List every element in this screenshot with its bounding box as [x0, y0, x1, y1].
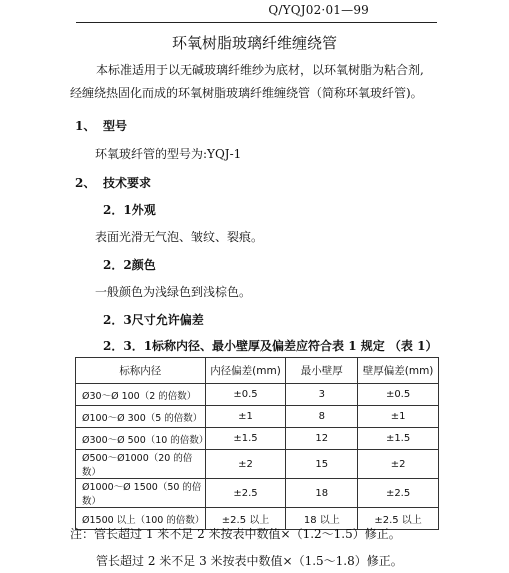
cell-wall-deviation: ±2.5 — [358, 479, 439, 508]
document-code: Q/YQJ02·01—99 — [268, 3, 369, 17]
section-2-3-1-title: 2．3．1标称内径、最小壁厚及偏差应符合表 1 规定 （表 1） — [103, 339, 438, 353]
header-min-wall-thickness: 最小壁厚 — [286, 358, 358, 384]
cell-diameter-deviation: ±2 — [205, 450, 286, 479]
section-2-number: 2、 — [75, 176, 96, 190]
cell-wall-deviation: ±0.5 — [358, 384, 439, 406]
cell-nominal-diameter: Ø300～Ø 500（10 的倍数） — [76, 428, 206, 450]
table-row — [76, 384, 439, 406]
section-2-2-title: 2．2颜色 — [103, 258, 156, 272]
note-line-2: 管长超过 2 米不足 3 米按表中数值×（1.5～1.8）修正。 — [96, 554, 403, 568]
intro-line-1: 本标准适用于以无碱玻璃纤维纱为底材，以环氧树脂为粘合剂, — [96, 63, 424, 77]
section-2-title: 技术要求 — [103, 176, 152, 190]
header-wall-deviation: 壁厚偏差(mm) — [358, 358, 439, 384]
document-title: 环氧树脂玻璃纤维缠绕管 — [171, 34, 337, 52]
cell-diameter-deviation: ±2.5 — [205, 479, 286, 508]
cell-nominal-diameter: Ø1500 以上（100 的倍数） — [76, 508, 206, 530]
cell-min-wall-thickness: 3 — [286, 384, 358, 406]
header-diameter-deviation: 内径偏差(mm) — [205, 358, 286, 384]
cell-diameter-deviation: ±1.5 — [205, 428, 286, 450]
cell-nominal-diameter: Ø100～Ø 300（5 的倍数） — [76, 406, 206, 428]
spec-table — [75, 357, 439, 530]
cell-nominal-diameter: Ø30～Ø 100（2 的倍数） — [76, 384, 206, 406]
cell-min-wall-thickness: 15 — [286, 450, 358, 479]
section-1-text: 环氧玻纤管的型号为:YQJ-1 — [95, 147, 242, 161]
cell-min-wall-thickness: 12 — [286, 428, 358, 450]
section-2-1-title: 2．1外观 — [103, 203, 156, 217]
note-line-1: 注：管长超过 1 米不足 2 米按表中数值×（1.2～1.5）修正。 — [70, 527, 401, 541]
section-2-1-text: 表面光滑无气泡、皱纹、裂痕。 — [95, 230, 264, 244]
header-nominal-diameter: 标称内径 — [76, 358, 206, 384]
cell-diameter-deviation: ±0.5 — [205, 384, 286, 406]
section-1-title: 型号 — [103, 119, 128, 133]
cell-diameter-deviation: ±2.5 以上 — [205, 508, 286, 530]
table-row — [76, 406, 439, 428]
table-row — [76, 479, 439, 508]
cell-wall-deviation: ±2.5 以上 — [358, 508, 439, 530]
cell-wall-deviation: ±1.5 — [358, 428, 439, 450]
section-2-3-title: 2．3尺寸允许偏差 — [103, 313, 204, 327]
table-row — [76, 450, 439, 479]
cell-wall-deviation: ±1 — [358, 406, 439, 428]
table-row — [76, 428, 439, 450]
section-1-number: 1、 — [75, 119, 96, 133]
section-2-2-text: 一般颜色为浅绿色到浅棕色。 — [95, 285, 252, 299]
cell-min-wall-thickness: 18 以上 — [286, 508, 358, 530]
table-header-row — [76, 358, 439, 384]
header-rule — [76, 22, 437, 23]
cell-wall-deviation: ±2 — [358, 450, 439, 479]
cell-nominal-diameter: Ø500～Ø1000（20 的倍数） — [76, 450, 206, 479]
cell-min-wall-thickness: 18 — [286, 479, 358, 508]
intro-line-2: 经缠绕热固化而成的环氧树脂玻璃纤维缠绕管（简称环氧玻纤管)。 — [70, 86, 423, 100]
cell-diameter-deviation: ±1 — [205, 406, 286, 428]
cell-nominal-diameter: Ø1000～Ø 1500（50 的倍数） — [76, 479, 206, 508]
cell-min-wall-thickness: 8 — [286, 406, 358, 428]
